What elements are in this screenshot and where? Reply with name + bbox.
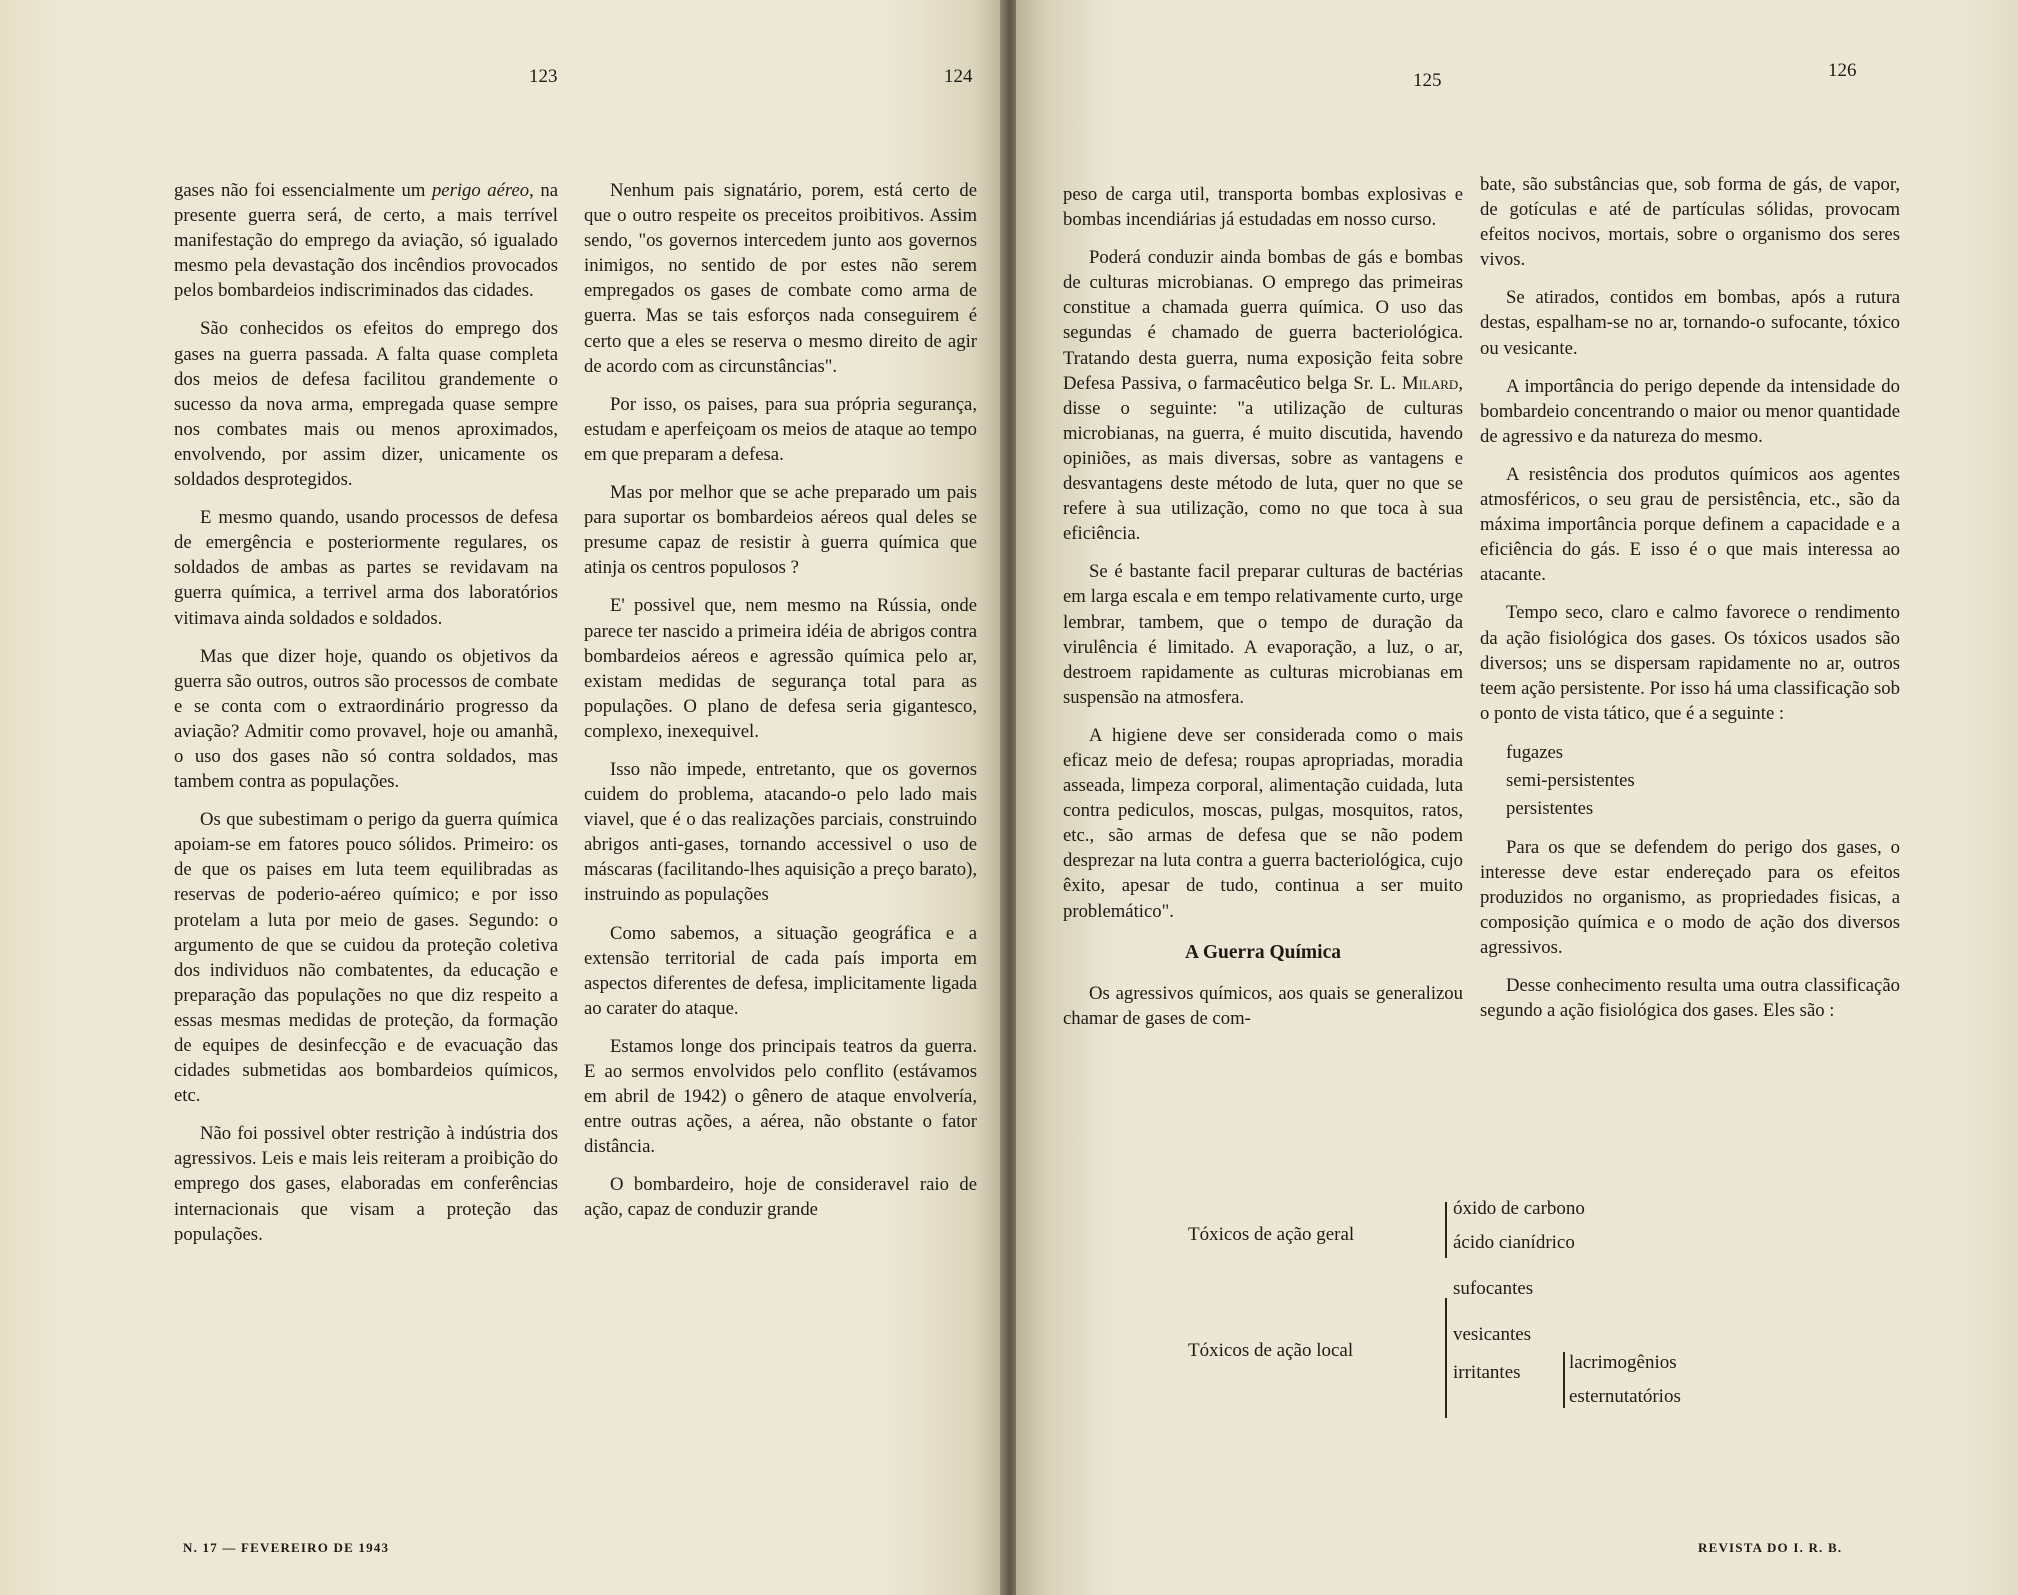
list-item: semi-persistentes <box>1506 769 1635 791</box>
section-heading: A Guerra Química <box>1185 941 1341 963</box>
list-item: fugazes <box>1506 741 1564 763</box>
irritantes-item: lacrimogênios <box>1569 1352 1677 1373</box>
paragraph: Desse conhecimento resulta uma outra classificação segundo a ação fisiológica dos gases. Eles são : <box>1480 975 1900 1022</box>
paragraph: Os agressivos químicos, aos quais se generalizou chamar de gases de com- <box>1063 982 1463 1029</box>
paragraph: A higiene deve ser considerada como o mais eficaz meio de defesa; roupas apropriadas, moradia asseada, limpeza corporal, alimentação cuidada, luta contra pediculos, moscas, pulgas, mosquitos, ratos, etc., são armas de defesa que se não podem desprezar na luta contra a guerra bacteriológica, cujo êxito, apesar de tudo, continua a ser muito problemático". <box>1063 724 1463 922</box>
paragraph: Tempo seco, claro e calmo favorece o rendimento da ação fisiológica dos gases. Os tóxicos usados são diversos; uns se dispersam rapidamente no ar, outros teem ação persistente. Por isso há uma classificação sob o ponto de vista tático, que é a seguinte : <box>1480 602 1900 724</box>
brace-geral <box>1445 1202 1447 1258</box>
paragraph: Se atirados, contidos em bombas, após a rutura destas, espalham-se no ar, tornando-o sufocante, tóxico ou vesicante. <box>1480 287 1900 359</box>
paragraph: gases não foi essencialmente um perigo aéreo, na presente guerra será, de certo, a mais terrível manifestação do emprego da aviação, só igualado mesmo pela devastação dos incêndios provocados pelos bombardeios indiscriminados das cidades. <box>174 180 558 302</box>
local-item: sufocantes <box>1453 1278 1534 1299</box>
physiological-classification <box>1016 0 2018 1595</box>
paragraph: Por isso, os paises, para sua própria segurança, estudam e aperfeiçoam os meios de ataque ao tempo em que preparam a defesa. <box>584 393 977 465</box>
geral-item: ácido cianídrico <box>1453 1232 1575 1253</box>
column-page-123 <box>174 178 558 1260</box>
paragraph: E' possivel que, nem mesmo na Rússia, onde parece ter nascido a primeira idéia de abrigos contra bombardeios aéreos e agressão química pelo ar, existam medidas de segurança total para as populações. O plano de defesa seria gigantesco, complexo, inexequivel. <box>584 595 977 742</box>
page-number-125: 125 <box>1413 70 1442 91</box>
paragraph: Isso não impede, entretanto, que os governos cuidem do problema, atacando-o pelo lado mais viavel, que é o das realizações parciais, construindo abrigos anti-gases, tornando accessivel o uso de máscaras (facilitando-lhes aquisição a preço barato), instruindo as populações <box>584 758 977 906</box>
footer-issue: N. 17 — FEVEREIRO DE 1943 <box>183 1540 390 1555</box>
paragraph: Poderá conduzir ainda bombas de gás e bombas de culturas microbianas. O emprego das primeiras constitue a chamada guerra química. O uso das segundas é chamado de guerra bacteriológica. Tratando desta guerra, numa exposição feita sobre Defesa Passiva, o farmacêutico belga Sr. L. Milard, disse o seguinte: "a utilização de culturas microbianas, na guerra, é muito discutida, havendo opiniões, as mais diversas, sobre as vantagens e desvantagens deste método de luta, quer no que se refere à sua utilização, como no que toca à sua eficiência. <box>1063 247 1463 545</box>
geral-item: óxido de carbono <box>1453 1198 1585 1219</box>
paragraph: bate, são substâncias que, sob forma de gás, de vapor, de gotículas e até de partículas sólidas, provocam efeitos nocivos, mortais, sobre o organismo dos seres vivos. <box>1480 174 1900 271</box>
left-page <box>0 0 1004 1595</box>
paragraph: Nenhum pais signatário, porem, está certo de que o outro respeite os preceitos proibitivos. Assim sendo, "os governos intercedem junto aos governos inimigos, no sentido de por estes não serem empregados os gases de combate como arma de guerra. Mas se tais esforços nada conseguirem é certo que a eles se reserva o mesmo direito de agir de acordo com as circunstâncias". <box>584 180 977 377</box>
irritantes-item: esternutatórios <box>1569 1386 1681 1407</box>
paragraph: São conhecidos os efeitos do emprego dos gases na guerra passada. A falta quase completa dos meios de defesa facilitou grandemente o sucesso da nova arma, empregada quase sempre nos combates mais ou menos aproximados, envolvendo, por assim dizer, unicamente os soldados desprotegidos. <box>174 318 558 491</box>
list-item: persistentes <box>1506 797 1594 819</box>
right-page <box>1016 0 2018 1595</box>
paragraph: Os que subestimam o perigo da guerra química apoiam-se em fatores pouco sólidos. Primeiro: os de que os paises em luta teem equilibradas as reservas de poderio-aéreo químico; e por isso protelam a luta por meio de gases. Segundo: o argumento de que se cuidou da proteção coletiva dos individuos não combatentes, da educação e preparação das populações no que diz respeito a essas mesmas medidas de proteção, da formação de equipes de desinfecção e de evacuação das cidades submetidas aos bombardeios químicos, etc. <box>174 809 558 1107</box>
paragraph: Não foi possivel obter restrição à indústria dos agressivos. Leis e mais leis reiteram a proibição do emprego dos gases, elaboradas em conferências internacionais que visam a proteção das populações. <box>174 1123 558 1245</box>
geral-label: Tóxicos de ação geral <box>1188 1224 1355 1245</box>
brace-local <box>1445 1298 1447 1418</box>
paragraph: Mas por melhor que se ache preparado um pais para suportar os bombardeios aéreos qual deles se presume capaz de resistir à guerra química que atinja os centros populosos ? <box>584 482 977 579</box>
paragraph: Se é bastante facil preparar culturas de bactérias em larga escala e em tempo relativamente curto, urge lembrar, tambem, que o tempo de duração da virulência é limitado. A evaporação, a luz, o ar, destroem rapidamente as culturas microbianas em suspensão na atmosfera. <box>1063 561 1463 708</box>
paragraph: O bombardeiro, hoje de consideravel raio de ação, capaz de conduzir grande <box>584 1174 977 1221</box>
page-number-124: 124 <box>944 66 973 87</box>
local-label: Tóxicos de ação local <box>1188 1340 1354 1361</box>
local-item: irritantes <box>1453 1362 1521 1383</box>
page-number-126: 126 <box>1828 60 1857 81</box>
footer-journal: REVISTA DO I. R. B. <box>1698 1540 1843 1555</box>
page-number-123: 123 <box>529 66 558 87</box>
paragraph: E mesmo quando, usando processos de defesa de emergência e posteriormente regulares, os soldados de ambas as partes se revidavam na guerra química, a terrivel arma dos laboratórios vitimava ainda soldados e soldados. <box>174 507 558 629</box>
paragraph: Mas que dizer hoje, quando os objetivos da guerra são outros, outros são processos de combate e se conta com o extraordinário progresso da aviação? Admitir como provavel, hoje ou amanhã, o uso dos gases não só contra soldados, mas tambem contra as populações. <box>174 645 558 793</box>
paragraph: peso de carga util, transporta bombas explosivas e bombas incendiárias já estudadas em nosso curso. <box>1063 184 1463 231</box>
column-page-124 <box>584 178 977 1236</box>
paragraph: Estamos longe dos principais teatros da guerra. E ao sermos envolvidos pelo conflito (estávamos em abril de 1942) o gênero de ataque envolvería, entre outras ações, a aérea, não obstante o fator distância. <box>584 1035 977 1158</box>
paragraph: Para os que se defendem do perigo dos gases, o interesse deve estar endereçado para os efeitos produzidos no organismo, as propriedades fisicas, a composição química e o modo de ação dos diversos agressivos. <box>1480 836 1900 959</box>
paragraph: A importância do perigo depende da intensidade do bombardeio concentrando o maior ou menor quantidade de agressivo e da natureza do mesmo. <box>1480 375 1900 447</box>
paragraph: A resistência dos produtos químicos aos agentes atmosféricos, o seu grau de persistência, etc., são da máxima importância porque definem a capacidade e a eficiência do gás. E isso é o que mais interessa ao atacante. <box>1480 463 1900 586</box>
paragraph: Como sabemos, a situação geográfica e a extensão territorial de cada país importa em aspectos diferentes de defesa, implicitamente ligada ao carater do ataque. <box>584 922 977 1019</box>
local-item: vesicantes <box>1453 1324 1532 1345</box>
brace-irritantes <box>1563 1352 1565 1408</box>
